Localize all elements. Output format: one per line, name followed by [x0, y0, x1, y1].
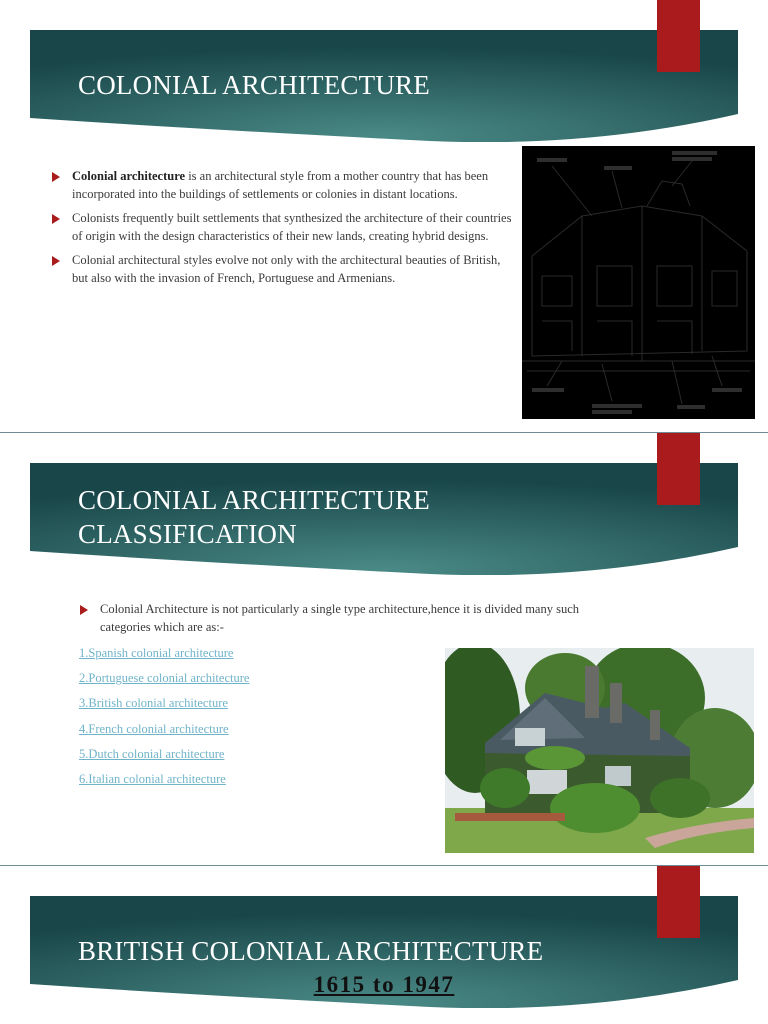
category-item: [79, 742, 249, 767]
slide-2: [0, 433, 768, 864]
bullet-text: Colonial Architecture is not particularly a single type architecture,hence it is divided many such categories which are as:-: [100, 602, 580, 634]
bullet-item: [50, 210, 518, 245]
red-accent-tab: [657, 866, 700, 938]
category-item: [79, 767, 249, 792]
bullet-list: [78, 601, 598, 643]
category-link-list: [79, 641, 249, 792]
house-sketch-icon: [522, 146, 755, 419]
title-banner: [30, 463, 738, 575]
bullet-item: [50, 168, 518, 203]
slide-title-line2: CLASSIFICATION: [78, 519, 297, 549]
bullet-item: [50, 252, 518, 287]
slide-title: COLONIAL ARCHITECTURE: [78, 70, 430, 100]
category-item: [79, 666, 249, 691]
colonial-house-photo: [445, 648, 754, 853]
red-accent-tab: [657, 0, 700, 72]
slide-title: BRITISH COLONIAL ARCHITECTURE: [78, 936, 544, 966]
red-accent-tab: [657, 433, 700, 505]
bullet-arrow-icon: [52, 172, 60, 182]
category-item: [79, 717, 249, 742]
house-diagram-image: [522, 146, 755, 419]
house-photo-icon: [445, 648, 754, 853]
category-link-italian[interactable]: 6.Italian colonial architecture: [79, 772, 226, 787]
bullet-list: [50, 168, 518, 294]
bullet-bold-term: Colonial architecture: [72, 169, 186, 183]
category-item: [79, 691, 249, 716]
slide-title: [78, 483, 430, 551]
category-link-spanish[interactable]: 1.Spanish colonial architecture: [79, 646, 234, 660]
bullet-item: [78, 601, 598, 636]
category-link-french[interactable]: 4.French colonial architecture: [79, 721, 229, 736]
title-banner: [30, 30, 738, 142]
category-link-british[interactable]: 3.British colonial architecture: [79, 696, 228, 711]
bullet-arrow-icon: [52, 214, 60, 224]
category-item: [79, 641, 249, 666]
date-range: 1615 to 1947: [313, 972, 455, 997]
slide-title-line1: COLONIAL ARCHITECTURE: [78, 485, 430, 515]
bullet-arrow-icon: [52, 256, 60, 266]
slide-3: [0, 866, 768, 1024]
slide-1: [0, 0, 768, 432]
bullet-text: Colonial architectural styles evolve not only with the architectural beauties of British, but also with the invasion of French, Portuguese and Armenians.: [72, 253, 501, 285]
bullet-arrow-icon: [80, 605, 88, 615]
bullet-text: Colonists frequently built settlements that synthesized the architecture of their countries of origin with the design characteristics of their new lands, creating hybrid designs.: [72, 211, 512, 243]
category-link-portuguese[interactable]: 2.Portuguese colonial architecture: [79, 671, 250, 686]
category-link-dutch[interactable]: 5.Dutch colonial architecture: [79, 746, 225, 761]
bullet-text: is an architectural style from a mother country that has been incorporated into the buildings of settlements or colonies in distant locations.: [72, 169, 489, 201]
